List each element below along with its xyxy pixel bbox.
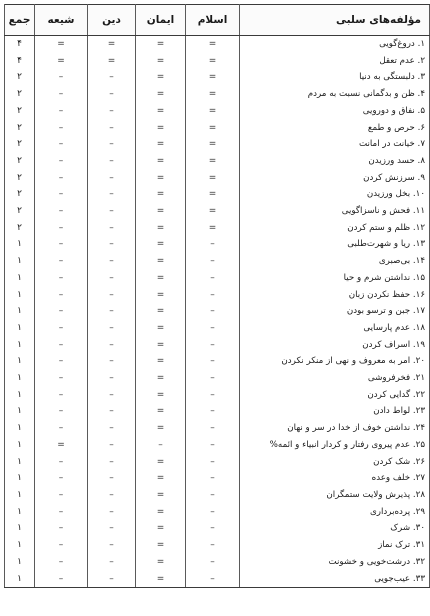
row-item: ۱۶. حفظ نکردن زبان xyxy=(240,287,430,304)
row-islam: = xyxy=(186,153,240,170)
row-islam: – xyxy=(186,487,240,504)
row-iman: = xyxy=(136,487,186,504)
table-row xyxy=(5,220,430,237)
row-islam: = xyxy=(186,53,240,70)
row-din: – xyxy=(88,69,136,86)
row-shia: – xyxy=(35,103,88,120)
row-islam: – xyxy=(186,504,240,521)
row-shia: – xyxy=(35,69,88,86)
row-total: ۱ xyxy=(5,403,35,420)
row-shia: – xyxy=(35,253,88,270)
row-din: – xyxy=(88,353,136,370)
row-item: ۲۱. فخرفروشی xyxy=(240,370,430,387)
row-islam: – xyxy=(186,236,240,253)
row-item: ۲. عدم تعقل xyxy=(240,53,430,70)
table-row xyxy=(5,287,430,304)
row-islam: = xyxy=(186,103,240,120)
row-shia: – xyxy=(35,186,88,203)
row-shia: – xyxy=(35,287,88,304)
row-din: – xyxy=(88,236,136,253)
row-islam: = xyxy=(186,170,240,187)
table-row xyxy=(5,520,430,537)
row-iman: = xyxy=(136,337,186,354)
row-total: ۱ xyxy=(5,387,35,404)
row-item: ۳. دلبستگی به دنیا xyxy=(240,69,430,86)
table-row xyxy=(5,270,430,287)
row-islam: – xyxy=(186,287,240,304)
row-shia: = xyxy=(35,437,88,454)
row-shia: – xyxy=(35,420,88,437)
row-iman: = xyxy=(136,287,186,304)
row-iman: = xyxy=(136,353,186,370)
row-shia: – xyxy=(35,571,88,588)
row-total: ۱ xyxy=(5,520,35,537)
row-islam: = xyxy=(186,86,240,103)
row-item: ۳۲. درشت‌خویی و خشونت xyxy=(240,554,430,571)
row-total: ۲ xyxy=(5,86,35,103)
table-header xyxy=(5,5,430,36)
row-iman: = xyxy=(136,36,186,53)
row-shia: – xyxy=(35,454,88,471)
row-iman: = xyxy=(136,103,186,120)
row-item: ۲۲. گدایی کردن xyxy=(240,387,430,404)
row-item: ۱۰. بخل ورزیدن xyxy=(240,186,430,203)
table-row xyxy=(5,387,430,404)
table-row xyxy=(5,69,430,86)
row-din: = xyxy=(88,53,136,70)
header-row xyxy=(5,5,430,36)
table-row xyxy=(5,470,430,487)
row-shia: – xyxy=(35,387,88,404)
row-total: ۲ xyxy=(5,69,35,86)
table-row xyxy=(5,403,430,420)
row-shia: – xyxy=(35,337,88,354)
row-item: ۲۷. خلف وعده xyxy=(240,470,430,487)
row-iman: = xyxy=(136,420,186,437)
table-row xyxy=(5,136,430,153)
row-total: ۱ xyxy=(5,454,35,471)
row-item: ۸. حسد ورزیدن xyxy=(240,153,430,170)
row-total: ۱ xyxy=(5,370,35,387)
row-islam: – xyxy=(186,353,240,370)
row-total: ۱ xyxy=(5,236,35,253)
table-row xyxy=(5,103,430,120)
row-iman: = xyxy=(136,320,186,337)
row-islam: = xyxy=(186,36,240,53)
row-iman: = xyxy=(136,537,186,554)
row-din: – xyxy=(88,270,136,287)
table-row xyxy=(5,170,430,187)
table-row xyxy=(5,53,430,70)
row-islam: – xyxy=(186,437,240,454)
row-item: ۱۴. بی‌صبری xyxy=(240,253,430,270)
table-row xyxy=(5,353,430,370)
row-din: – xyxy=(88,520,136,537)
row-item: ۲۵. عدم پیروی رفتار و کردار انبیاء و ائمه% xyxy=(240,437,430,454)
table-row xyxy=(5,253,430,270)
row-iman: = xyxy=(136,303,186,320)
row-shia: – xyxy=(35,170,88,187)
table-row xyxy=(5,370,430,387)
row-islam: – xyxy=(186,403,240,420)
table-row xyxy=(5,186,430,203)
row-din: – xyxy=(88,120,136,137)
row-islam: – xyxy=(186,537,240,554)
row-islam: – xyxy=(186,270,240,287)
row-total: ۴ xyxy=(5,53,35,70)
row-shia: – xyxy=(35,270,88,287)
row-din: – xyxy=(88,303,136,320)
header-islam: اسلام xyxy=(186,5,240,36)
row-shia: – xyxy=(35,487,88,504)
row-shia: – xyxy=(35,370,88,387)
row-iman: = xyxy=(136,220,186,237)
table-body xyxy=(5,36,430,588)
row-total: ۱ xyxy=(5,287,35,304)
row-shia: – xyxy=(35,403,88,420)
row-shia: – xyxy=(35,136,88,153)
row-total: ۲ xyxy=(5,220,35,237)
row-iman: = xyxy=(136,253,186,270)
row-total: ۱ xyxy=(5,303,35,320)
row-total: ۲ xyxy=(5,153,35,170)
table-row xyxy=(5,487,430,504)
row-din: – xyxy=(88,487,136,504)
table-row xyxy=(5,153,430,170)
row-din: – xyxy=(88,103,136,120)
table-row xyxy=(5,236,430,253)
row-islam: = xyxy=(186,120,240,137)
table-row xyxy=(5,420,430,437)
table-row xyxy=(5,554,430,571)
row-shia: – xyxy=(35,353,88,370)
row-total: ۱ xyxy=(5,571,35,588)
row-iman: = xyxy=(136,203,186,220)
row-total: ۱ xyxy=(5,487,35,504)
row-din: – xyxy=(88,554,136,571)
row-iman: = xyxy=(136,120,186,137)
table-row xyxy=(5,36,430,53)
row-shia: – xyxy=(35,320,88,337)
row-shia: – xyxy=(35,537,88,554)
row-iman: = xyxy=(136,153,186,170)
row-islam: – xyxy=(186,253,240,270)
row-total: ۱ xyxy=(5,270,35,287)
table-row xyxy=(5,203,430,220)
row-shia: – xyxy=(35,153,88,170)
row-din: – xyxy=(88,320,136,337)
table-row xyxy=(5,504,430,521)
row-shia: – xyxy=(35,303,88,320)
row-iman: = xyxy=(136,504,186,521)
row-shia: – xyxy=(35,203,88,220)
row-din: – xyxy=(88,136,136,153)
table-row xyxy=(5,120,430,137)
row-iman: = xyxy=(136,454,186,471)
row-islam: – xyxy=(186,470,240,487)
row-din: – xyxy=(88,86,136,103)
row-iman: = xyxy=(136,470,186,487)
row-din: – xyxy=(88,537,136,554)
row-iman: = xyxy=(136,387,186,404)
row-item: ۱۵. نداشتن شرم و حیا xyxy=(240,270,430,287)
row-item: ۲۳. لواط دادن xyxy=(240,403,430,420)
row-din: – xyxy=(88,437,136,454)
table-row xyxy=(5,320,430,337)
table-row xyxy=(5,571,430,588)
row-islam: – xyxy=(186,454,240,471)
row-item: ۹. سرزنش کردن xyxy=(240,170,430,187)
row-din: – xyxy=(88,504,136,521)
row-total: ۱ xyxy=(5,504,35,521)
row-item: ۱۸. عدم پارسایی xyxy=(240,320,430,337)
negative-components-table xyxy=(4,4,430,588)
header-item: مؤلفه‌های سلبی xyxy=(240,5,430,36)
row-iman: = xyxy=(136,86,186,103)
row-item: ۱۹. اسراف کردن xyxy=(240,337,430,354)
row-item: ۱۱. فحش و ناسزاگویی xyxy=(240,203,430,220)
row-islam: – xyxy=(186,554,240,571)
row-islam: – xyxy=(186,571,240,588)
row-din: – xyxy=(88,370,136,387)
row-item: ۲۸. پذیرش ولایت ستمگران xyxy=(240,487,430,504)
row-islam: – xyxy=(186,303,240,320)
header-din: دین xyxy=(88,5,136,36)
row-iman: = xyxy=(136,403,186,420)
row-iman: = xyxy=(136,186,186,203)
row-iman: – xyxy=(136,437,186,454)
row-iman: = xyxy=(136,520,186,537)
row-iman: = xyxy=(136,170,186,187)
row-islam: = xyxy=(186,203,240,220)
row-din: – xyxy=(88,387,136,404)
row-din: – xyxy=(88,170,136,187)
row-shia: – xyxy=(35,86,88,103)
row-total: ۱ xyxy=(5,470,35,487)
table-row xyxy=(5,303,430,320)
row-din: – xyxy=(88,454,136,471)
row-islam: = xyxy=(186,220,240,237)
row-shia: – xyxy=(35,470,88,487)
row-item: ۳۳. عیب‌جویی xyxy=(240,571,430,588)
row-total: ۴ xyxy=(5,36,35,53)
row-iman: = xyxy=(136,53,186,70)
row-islam: = xyxy=(186,136,240,153)
row-din: – xyxy=(88,420,136,437)
row-shia: – xyxy=(35,120,88,137)
row-din: – xyxy=(88,186,136,203)
row-shia: – xyxy=(35,520,88,537)
row-din: – xyxy=(88,337,136,354)
row-total: ۲ xyxy=(5,170,35,187)
row-din: – xyxy=(88,253,136,270)
header-shia: شیعه xyxy=(35,5,88,36)
row-shia: = xyxy=(35,36,88,53)
row-total: ۲ xyxy=(5,120,35,137)
table-row xyxy=(5,454,430,471)
row-din: = xyxy=(88,36,136,53)
row-iman: = xyxy=(136,571,186,588)
row-shia: – xyxy=(35,220,88,237)
row-shia: – xyxy=(35,504,88,521)
row-islam: = xyxy=(186,69,240,86)
row-shia: – xyxy=(35,236,88,253)
row-item: ۴. ظن و بدگمانی نسبت به مردم xyxy=(240,86,430,103)
row-item: ۲۶. شک کردن xyxy=(240,454,430,471)
row-total: ۱ xyxy=(5,437,35,454)
row-total: ۱ xyxy=(5,320,35,337)
row-total: ۲ xyxy=(5,103,35,120)
table-row xyxy=(5,337,430,354)
row-islam: – xyxy=(186,520,240,537)
row-total: ۱ xyxy=(5,537,35,554)
row-item: ۲۰. امر به معروف و نهی از منکر نکردن xyxy=(240,353,430,370)
row-din: – xyxy=(88,220,136,237)
row-item: ۷. خیانت در امانت xyxy=(240,136,430,153)
row-din: – xyxy=(88,470,136,487)
row-islam: – xyxy=(186,370,240,387)
row-islam: – xyxy=(186,420,240,437)
header-iman: ایمان xyxy=(136,5,186,36)
row-islam: – xyxy=(186,320,240,337)
row-total: ۱ xyxy=(5,554,35,571)
row-iman: = xyxy=(136,69,186,86)
table-row xyxy=(5,86,430,103)
row-item: ۱. دروغ‌گویی xyxy=(240,36,430,53)
row-iman: = xyxy=(136,136,186,153)
row-din: – xyxy=(88,203,136,220)
row-islam: – xyxy=(186,337,240,354)
row-item: ۲۴. نداشتن خوف از خدا در سر و نهان xyxy=(240,420,430,437)
row-iman: = xyxy=(136,270,186,287)
row-din: – xyxy=(88,571,136,588)
row-total: ۱ xyxy=(5,353,35,370)
table-row xyxy=(5,437,430,454)
row-iman: = xyxy=(136,370,186,387)
row-total: ۱ xyxy=(5,337,35,354)
row-item: ۳۱. ترک نماز xyxy=(240,537,430,554)
row-din: – xyxy=(88,153,136,170)
row-iman: = xyxy=(136,554,186,571)
row-shia: = xyxy=(35,53,88,70)
row-iman: = xyxy=(136,236,186,253)
row-item: ۱۲. ظلم و ستم کردن xyxy=(240,220,430,237)
row-islam: – xyxy=(186,387,240,404)
row-item: ۱۷. جبن و ترسو بودن xyxy=(240,303,430,320)
row-item: ۱۳. ریا و شهرت‌طلبی xyxy=(240,236,430,253)
row-din: – xyxy=(88,287,136,304)
table-row xyxy=(5,537,430,554)
row-item: ۵. نفاق و دورویی xyxy=(240,103,430,120)
row-islam: = xyxy=(186,186,240,203)
row-item: ۲۹. پرده‌برداری xyxy=(240,504,430,521)
row-item: ۳۰. شرک xyxy=(240,520,430,537)
row-total: ۱ xyxy=(5,420,35,437)
row-din: – xyxy=(88,403,136,420)
row-total: ۲ xyxy=(5,186,35,203)
row-item: ۶. حرص و طمع xyxy=(240,120,430,137)
row-total: ۲ xyxy=(5,136,35,153)
header-total: جمع xyxy=(5,5,35,36)
row-total: ۲ xyxy=(5,203,35,220)
row-shia: – xyxy=(35,554,88,571)
row-total: ۱ xyxy=(5,253,35,270)
